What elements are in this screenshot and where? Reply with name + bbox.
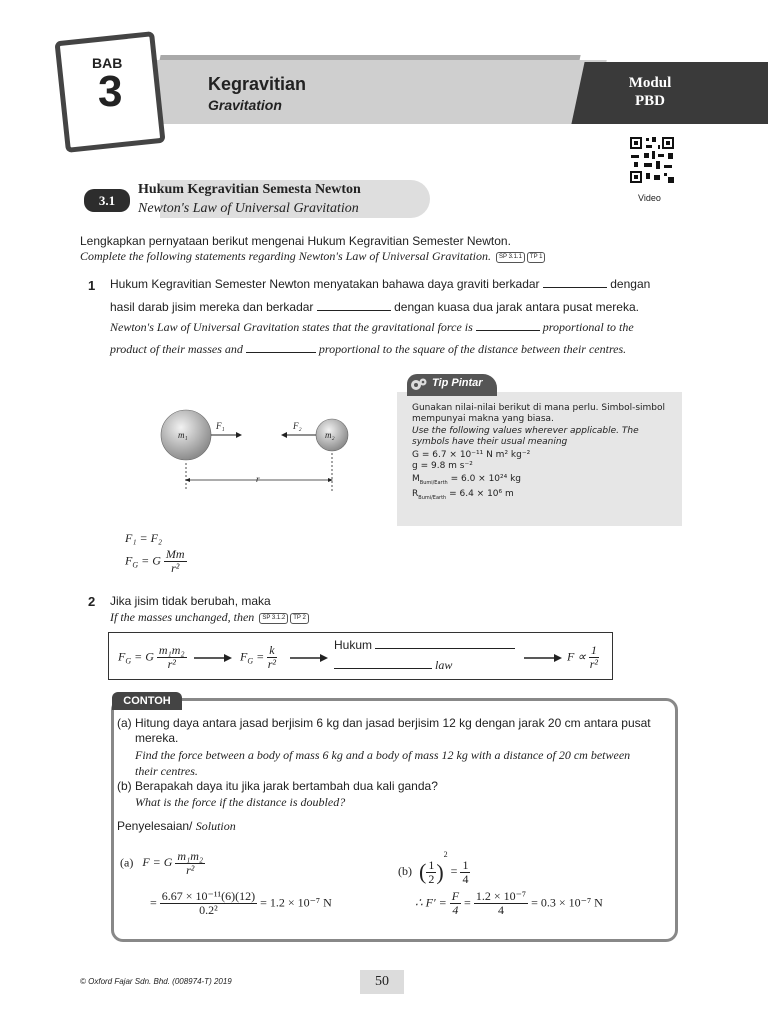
fg2-eq: = — [256, 649, 265, 664]
section-title: Hukum Kegravitian Semesta Newton — [138, 182, 361, 197]
q1-text-en-b: proportional to the — [542, 320, 634, 334]
sb2-eq: = — [464, 895, 471, 910]
tp-tag: TP 1 — [527, 252, 546, 263]
law-en-label: law — [435, 658, 453, 672]
q1-text-en-a: Newton's Law of Universal Gravitation states that the gravitational force is — [110, 320, 473, 334]
tip-earth-radius — [412, 489, 677, 504]
solution-a-step-1 — [120, 850, 205, 877]
page-number: 50 — [375, 974, 389, 989]
eq-gravity-eq: = G — [141, 553, 161, 568]
fg2-fraction — [267, 644, 276, 671]
arrow-right-icon — [194, 653, 232, 663]
label-f1: F₁ — [216, 421, 225, 431]
solution-ms: Penyelesaian/ — [117, 819, 193, 833]
equation-forces-equal: F₁ = F₂ — [125, 531, 163, 545]
section-subtitle: Newton's Law of Universal Gravitation — [138, 201, 359, 216]
modul-line-2: PBD — [635, 93, 665, 109]
sa-lhs: F = G — [142, 855, 173, 870]
tip-earth-radius-value: = 6.4 × 10⁶ m — [449, 488, 514, 499]
tip-text-en: Use the following values wherever applicable. The symbols have their usual meaning — [412, 426, 639, 447]
two-masses-diagram — [150, 405, 360, 495]
tip-label: Tip Pintar — [432, 377, 483, 389]
instruction-en — [80, 249, 545, 264]
fg2-sub: G — [247, 656, 254, 666]
tip-earth-mass-sub: Bumi/Earth — [419, 479, 448, 486]
chapter-title: Kegravitian — [208, 74, 307, 94]
q1-text-en-c: product of their masses and — [110, 342, 243, 356]
modul-line-1: Modul — [628, 75, 672, 91]
example-a-en-2: their centres. — [135, 764, 198, 778]
sb-eq: = — [450, 864, 458, 878]
question-2-number: 2 — [88, 594, 96, 609]
example-label: CONTOH — [112, 692, 182, 710]
tip-g-accel: g = 9.8 m s⁻² — [412, 461, 473, 471]
sa2-num: 6.67 × 10⁻¹¹(6)(12) — [161, 889, 256, 903]
label-m1: m₁ — [178, 430, 188, 440]
left-paren: ( — [419, 859, 427, 885]
example-a-ms-2: mereka. — [135, 731, 179, 745]
sb2-f-fraction — [450, 890, 461, 917]
arrow-right-icon — [290, 653, 328, 663]
formula-proportional — [567, 644, 599, 671]
tip-text-ms: Gunakan nilai-nilai berikut di mana perlu. Simbol-simbol mempunyai makna yang biasa. — [412, 403, 665, 424]
fg1-num: m₁m₂ — [158, 643, 185, 657]
label-f2: F₂ — [293, 421, 302, 431]
q1-line-3 — [110, 320, 634, 335]
chapter-number: 3 — [98, 67, 123, 116]
chapter-label: BAB — [92, 55, 123, 71]
sb-paren-fraction — [426, 859, 436, 886]
right-paren: ) — [436, 859, 444, 885]
solution-b-step-1 — [398, 850, 470, 886]
q2-text-en-span: If the masses unchanged, then — [110, 610, 255, 624]
q1-line-4 — [110, 342, 626, 357]
q1-blank-3[interactable] — [476, 321, 540, 331]
example-b-en: What is the force if the distance is doubled? — [135, 795, 346, 809]
sb-exponent: 2 — [443, 850, 448, 859]
tip-g-constant: G = 6.7 × 10⁻¹¹ N m² kg⁻² — [412, 450, 531, 460]
q1-text-a: Hukum Kegravitian Semester Newton menyatakan bahawa daya graviti berkadar — [110, 277, 540, 291]
tip-earth-mass-value: = 6.0 × 10²⁴ kg — [450, 474, 522, 484]
gears-icon — [410, 377, 428, 393]
copyright: © Oxford Fajar Sdn. Bhd. (008974-T) 2019 — [80, 977, 232, 986]
formula-step-2 — [240, 644, 277, 671]
fg1-fraction — [157, 644, 187, 671]
fg2-lhs: F — [240, 649, 248, 664]
tip-content — [412, 403, 677, 504]
modul-text — [610, 74, 690, 110]
sp-tag: SP 3.1.1 — [496, 252, 525, 263]
sb-paren-den: 2 — [428, 871, 435, 886]
sb2-f-num: F — [451, 889, 460, 903]
section-number: 3.1 — [84, 189, 130, 212]
solution-b-step-2 — [415, 890, 603, 917]
sb2-den: 4 — [497, 903, 504, 917]
law-ms-label: Hukum — [334, 638, 373, 652]
q2-sp-tag: SP 3.1.2 — [259, 613, 288, 624]
tip-earth-radius-sub: Bumi/Earth — [418, 494, 447, 501]
sb2-result: = 0.3 × 10⁻⁷ N — [531, 895, 603, 910]
tip-earth-mass — [412, 474, 677, 489]
sa2-fraction — [160, 890, 257, 917]
law-ms-row — [334, 638, 515, 652]
prop-num: 1 — [590, 643, 597, 657]
solution-heading — [117, 819, 236, 834]
tip-earth-radius-symbol: R — [412, 488, 419, 499]
fg2-num: k — [269, 643, 275, 657]
sb2-f-den: 4 — [452, 903, 459, 917]
fg2-den: r² — [267, 657, 277, 671]
sb-den: 4 — [462, 871, 469, 886]
q1-text-en-d: proportional to the square of the distance between their centres. — [318, 342, 627, 356]
sb-num: 1 — [462, 857, 469, 872]
instruction-ms: Lengkapkan pernyataan berikut mengenai Hukum Kegravitian Semester Newton. — [80, 234, 511, 248]
q1-text-b: dengan — [610, 277, 651, 291]
fg1-den: r² — [167, 657, 176, 671]
q1-blank-2[interactable] — [317, 301, 391, 311]
label-m2: m₂ — [325, 430, 335, 440]
prop-lhs: F ∝ — [567, 649, 586, 664]
sb2-fraction — [474, 890, 528, 917]
tip-earth-mass-symbol: M — [412, 474, 420, 484]
q1-blank-1[interactable] — [543, 278, 607, 288]
sa-label: (a) — [120, 855, 134, 870]
video-label: Video — [638, 193, 661, 203]
law-en-row — [334, 658, 452, 673]
q1-text-d: dengan kuasa dua jarak antara pusat mereka. — [394, 300, 639, 314]
example-a-ms-1: (a) Hitung daya antara jasad berjisim 6 kg dan jasad berjisim 12 kg dengan jarak 20 cm antara pusat — [117, 716, 651, 730]
q1-blank-4[interactable] — [246, 343, 316, 353]
law-blank-en[interactable] — [334, 659, 432, 669]
q2-tp-tag: TP 2 — [290, 613, 309, 624]
sa2-den: 0.2² — [199, 903, 218, 917]
q1-line-1 — [110, 277, 650, 291]
sa2-result: = 1.2 × 10⁻⁷ N — [260, 895, 332, 910]
fg1-sub: G — [125, 656, 132, 666]
sa-den: r² — [186, 863, 195, 877]
eq-gravity-sub: G — [132, 560, 139, 570]
sb-paren-num: 1 — [428, 857, 435, 872]
q1-text-c: hasil darab jisim mereka dan berkadar — [110, 300, 314, 314]
q2-text-en — [110, 610, 309, 625]
eq-gravity-lhs: F — [125, 553, 133, 568]
sb-fraction — [460, 859, 470, 886]
q1-line-2 — [110, 300, 639, 314]
label-r: r — [256, 474, 260, 484]
example-a-en-1: Find the force between a body of mass 6 kg and a body of mass 12 kg with a distance of 20 cm between — [135, 748, 631, 762]
q2-text-ms: Jika jisim tidak berubah, maka — [110, 594, 271, 608]
prop-fraction — [589, 644, 599, 671]
law-blank-ms[interactable] — [375, 639, 515, 649]
eq-gravity-fraction — [164, 548, 187, 575]
example-b-ms: (b) Berapakah daya itu jika jarak bertambah dua kali ganda? — [117, 779, 438, 793]
solution-en: Solution — [195, 819, 236, 833]
formula-step-1 — [118, 644, 187, 671]
sb2-num: 1.2 × 10⁻⁷ — [475, 889, 527, 903]
equation-gravity — [125, 548, 187, 575]
fg1-lhs: F — [118, 649, 126, 664]
sa-num: m₁m₂ — [177, 849, 204, 863]
eq-gravity-den: r² — [171, 561, 180, 575]
solution-a-step-2 — [150, 890, 332, 917]
chapter-subtitle: Gravitation — [208, 97, 282, 113]
arrow-right-icon — [524, 653, 562, 663]
eq-gravity-num: Mm — [165, 547, 185, 561]
sa-fraction — [175, 850, 205, 877]
sb2-lhs: ∴ F′ = — [415, 895, 447, 910]
fg1-eq: = G — [134, 649, 154, 664]
qr-code-icon[interactable] — [628, 135, 676, 185]
sa2-eq: = — [150, 895, 157, 910]
sb-label: (b) — [398, 864, 412, 878]
instruction-en-text: Complete the following statements regarding Newton's Law of Universal Gravitation. — [80, 249, 491, 263]
prop-den: r² — [589, 657, 599, 671]
question-1-number: 1 — [88, 278, 96, 293]
